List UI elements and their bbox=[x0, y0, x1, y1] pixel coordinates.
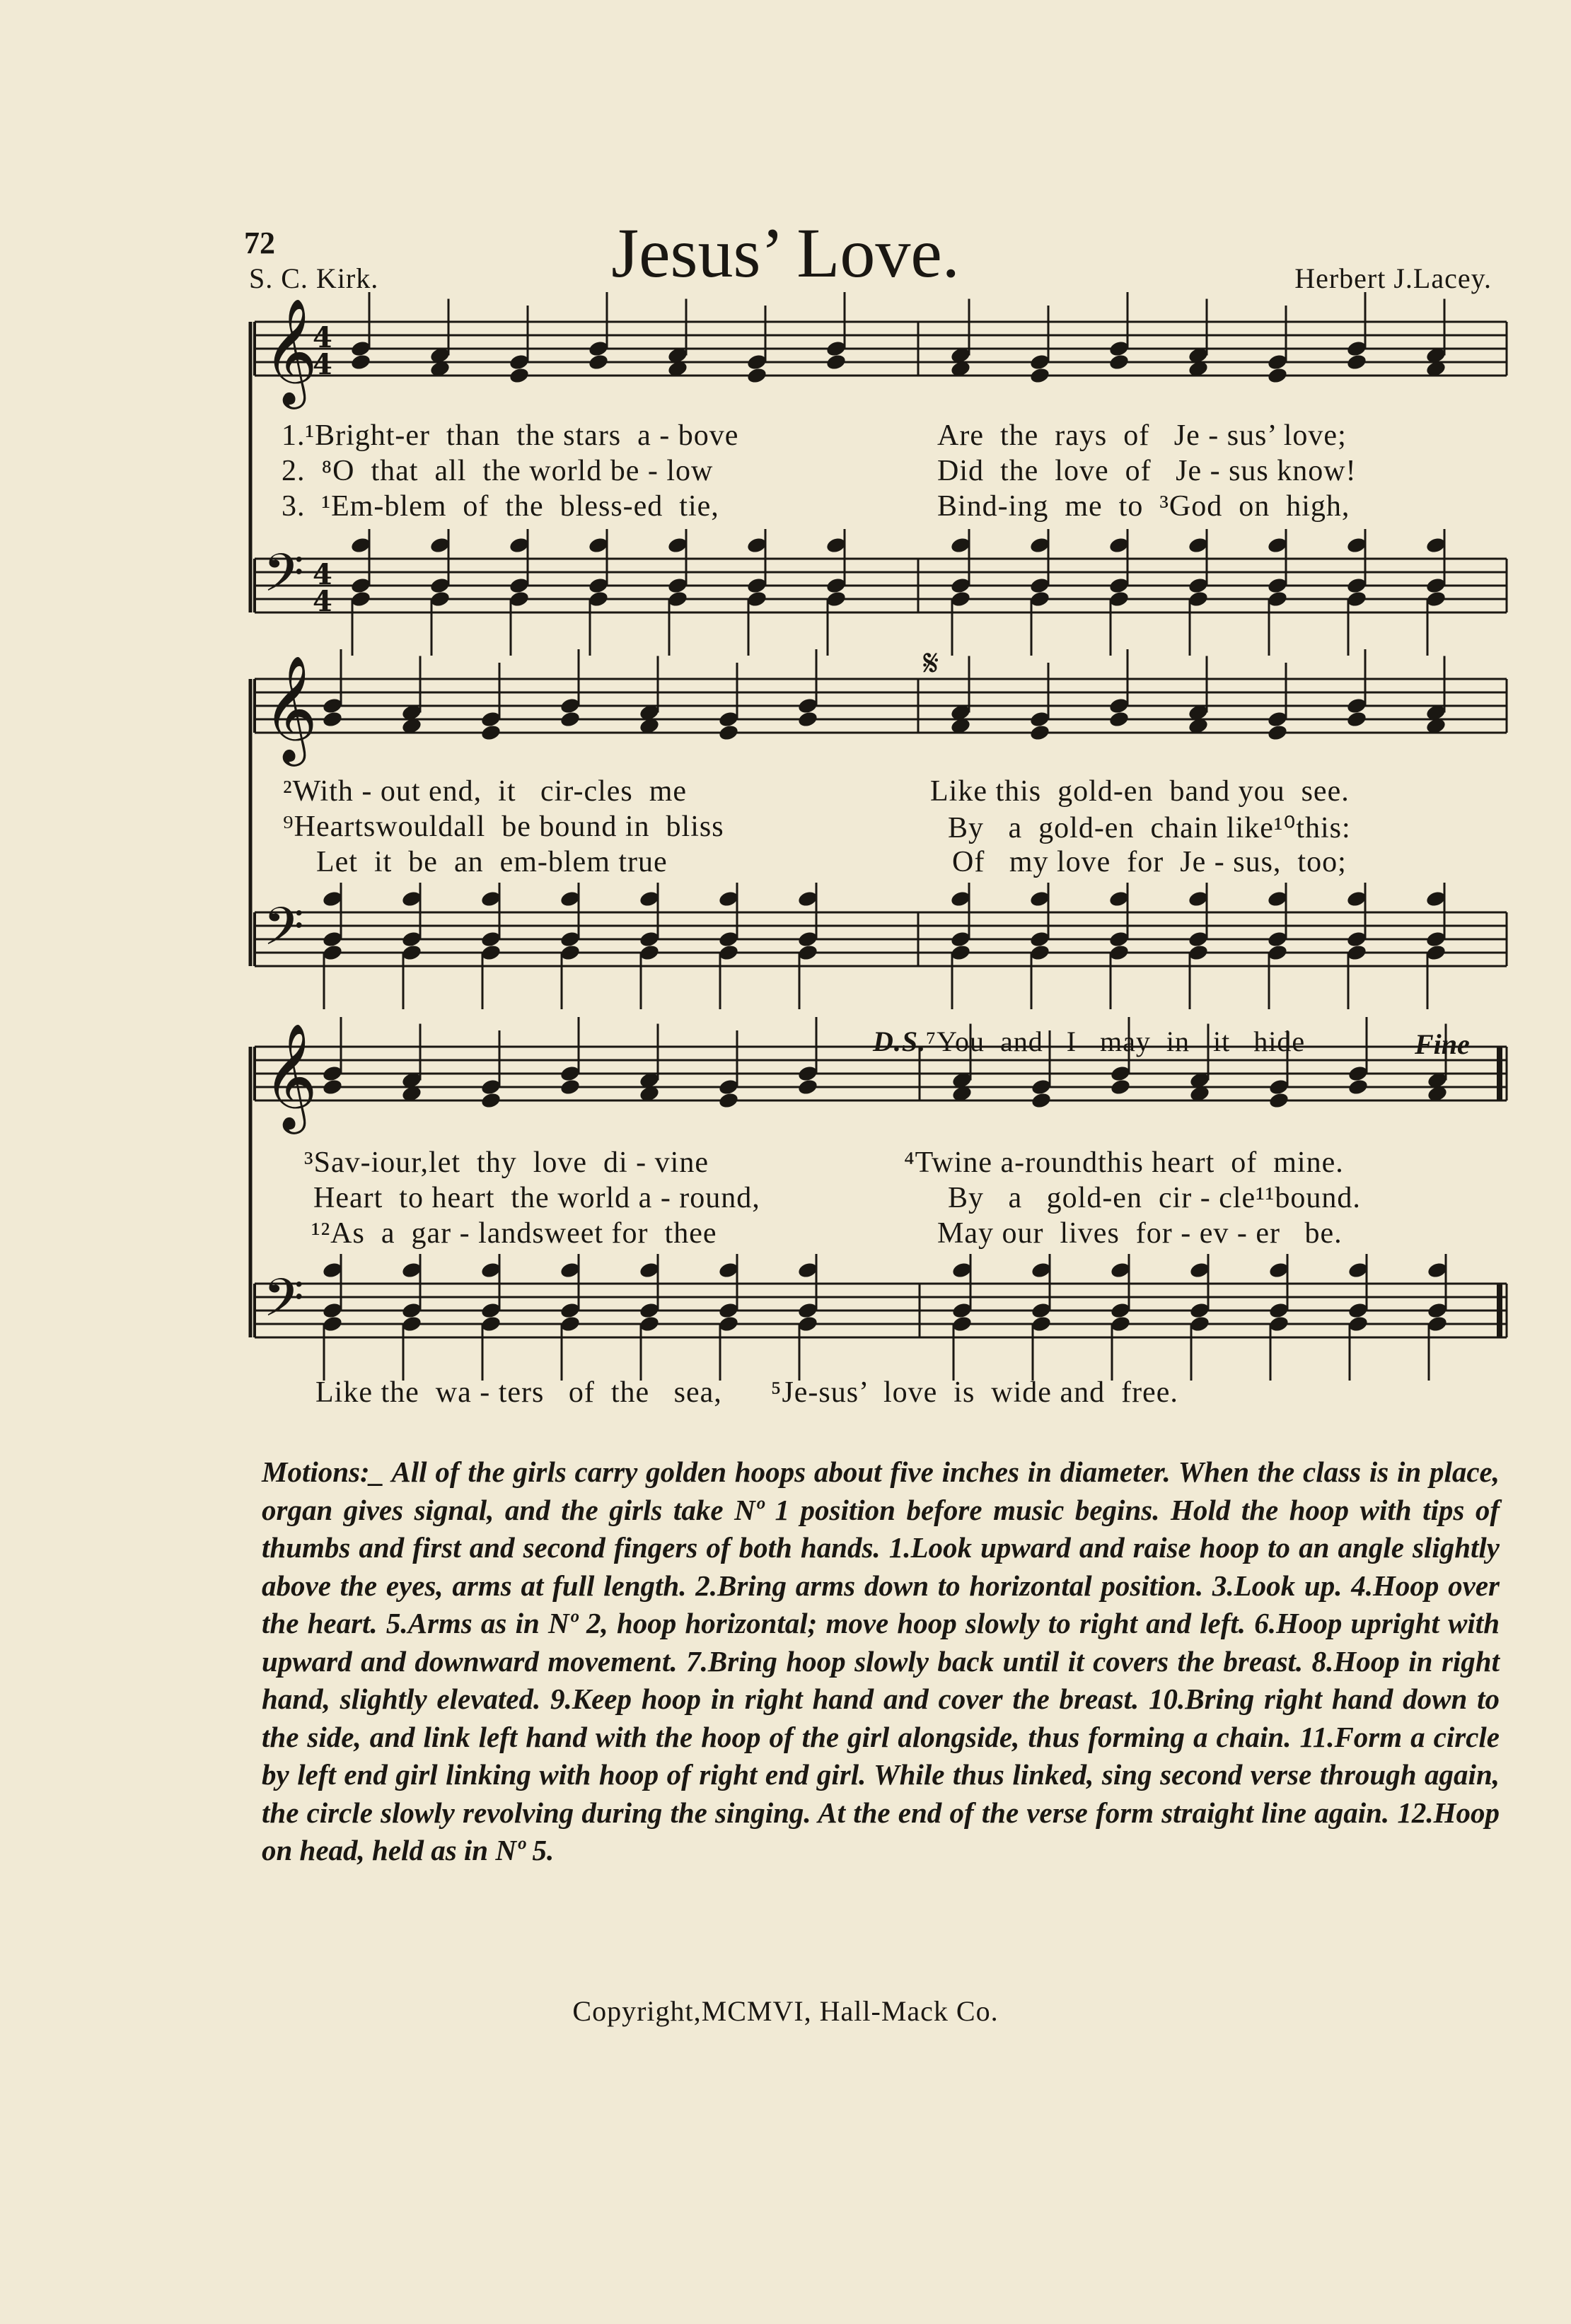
verse-3-line-d: Of my love for Je - sus, too; bbox=[952, 846, 1347, 878]
note-head bbox=[1031, 1091, 1053, 1110]
bass-clef: 𝄢 bbox=[263, 896, 304, 970]
bottom-lyric-line: Like the wa - ters of the sea, ⁵Je-sus’ love is wide and free. bbox=[315, 1376, 1178, 1409]
bass-clef: 𝄢 bbox=[263, 1267, 304, 1342]
note-head bbox=[322, 710, 344, 728]
note-head bbox=[322, 1078, 344, 1096]
note-head bbox=[560, 710, 581, 728]
note-head bbox=[718, 724, 740, 742]
note-head bbox=[825, 353, 847, 371]
lyricist-credit: S. C. Kirk. bbox=[249, 262, 379, 294]
verse-1-line-e: ³Sav-iour,let thy love di - vine bbox=[304, 1146, 709, 1179]
bass-clef: 𝄢 bbox=[263, 542, 304, 617]
page-number: 72 bbox=[244, 226, 275, 260]
ds-label: D.S. bbox=[873, 1026, 927, 1057]
ds-lyric: ⁷You and I may in it hide bbox=[926, 1026, 1306, 1057]
verse-1-line-b: Are the rays of Je - sus’ love; bbox=[937, 419, 1347, 452]
note-head bbox=[480, 724, 502, 742]
treble-clef: 𝄞 bbox=[263, 297, 318, 405]
verse-3-line-b: Bind-ing me to ³God on high, bbox=[937, 490, 1350, 523]
ds-text-line bbox=[857, 992, 1305, 1058]
time-signature-top: 4 bbox=[313, 558, 332, 591]
treble-clef: 𝄞 bbox=[263, 654, 318, 762]
verse-1-line-d: Like this gold-en band you see. bbox=[930, 775, 1350, 808]
fine-marking: Fine bbox=[1415, 1028, 1470, 1060]
note-head bbox=[1108, 710, 1130, 728]
note-head bbox=[1029, 724, 1051, 742]
verse-2-line-a: 2. ⁸O that all the world be - low bbox=[282, 455, 714, 487]
verse-2-line-b: Did the love of Je - sus know! bbox=[937, 455, 1357, 487]
motions-text: All of the girls carry golden hoops about five inches in diameter. When the class is in place, organ gives signal, and the girls take Nº 1 position before music begins. Hold the hoop with tips of thumbs and first and second fingers of both hands. 1.Look upward and raise hoop to an angle slightly above the eyes, arms at full length. 2.Bring arms down to horizontal position. 3.Look up. 4.Hoop over the heart. 5.Arms as in Nº 2, hoop horizontal; move hoop slowly to right and left. 6.Hoop upright with upward and downward movement. 7.Bring hoop slowly back until it covers the breast. 8.Hoop in right hand, slightly elevated. 9.Keep hoop in right hand and cover the breast. 10.Bring right hand down to the side, and link left hand with the hoop of the girl alongside, thus forming a chain. 11.Form a circle by left end girl linking with hoop of right end girl. While thus linked, sing second verse through again, the circle slowly revolving during the singing. At the end of the verse form straight line again. 12.Hoop on head, held as in Nº 5. bbox=[262, 1456, 1500, 1866]
note-head bbox=[1346, 353, 1368, 371]
verse-3-line-c: Let it be an em-blem true bbox=[316, 846, 668, 878]
note-head bbox=[509, 366, 531, 385]
hymn-title: Jesus’ Love. bbox=[611, 214, 960, 292]
verse-3-line-a: 3. ¹Em-blem of the bless-ed tie, bbox=[282, 490, 719, 523]
note-head bbox=[1029, 366, 1051, 385]
composer-credit: Herbert J.Lacey. bbox=[1294, 262, 1492, 294]
verse-2-line-d: By a gold-en chain like¹⁰this: bbox=[948, 812, 1351, 844]
treble-clef: 𝄞 bbox=[263, 1022, 318, 1129]
verse-1-line-a: 1.¹Bright-er than the stars a - bove bbox=[282, 419, 739, 452]
note-head bbox=[797, 1078, 819, 1096]
verse-3-line-e: ¹²As a gar - landsweet for thee bbox=[311, 1217, 717, 1250]
motions-instructions bbox=[262, 1453, 1500, 1870]
segno-sign: 𝄋 bbox=[923, 642, 939, 685]
time-signature-bottom: 4 bbox=[313, 348, 332, 381]
verse-2-line-c: ⁹Heartswouldall be bound in bliss bbox=[283, 811, 724, 843]
note-head bbox=[797, 710, 819, 728]
note-head bbox=[350, 353, 372, 371]
note-head bbox=[718, 1091, 740, 1110]
motions-label: Motions:_ bbox=[262, 1456, 385, 1488]
note-head bbox=[1110, 1078, 1132, 1096]
verse-3-line-f: May our lives for - ev - er be. bbox=[937, 1217, 1343, 1250]
verse-1-line-c: ²With - out end, it cir-cles me bbox=[283, 775, 688, 808]
time-signature-bottom: 4 bbox=[313, 585, 332, 618]
note-head bbox=[1346, 710, 1368, 728]
verse-2-line-e: Heart to heart the world a - round, bbox=[313, 1182, 760, 1214]
note-head bbox=[588, 353, 610, 371]
note-head bbox=[746, 366, 768, 385]
note-head bbox=[1267, 366, 1289, 385]
copyright-notice: Copyright,MCMVI, Hall-Mack Co. bbox=[572, 1995, 999, 2027]
verse-1-line-f: ⁴Twine a-roundthis heart of mine. bbox=[904, 1146, 1344, 1179]
note-head bbox=[1268, 1091, 1290, 1110]
note-head bbox=[1347, 1078, 1369, 1096]
note-head bbox=[560, 1078, 581, 1096]
note-head bbox=[1267, 724, 1289, 742]
note-head bbox=[480, 1091, 502, 1110]
note-head bbox=[1108, 353, 1130, 371]
time-signature-top: 4 bbox=[313, 321, 332, 354]
verse-2-line-f: By a gold-en cir - cle¹¹bound. bbox=[948, 1182, 1361, 1214]
